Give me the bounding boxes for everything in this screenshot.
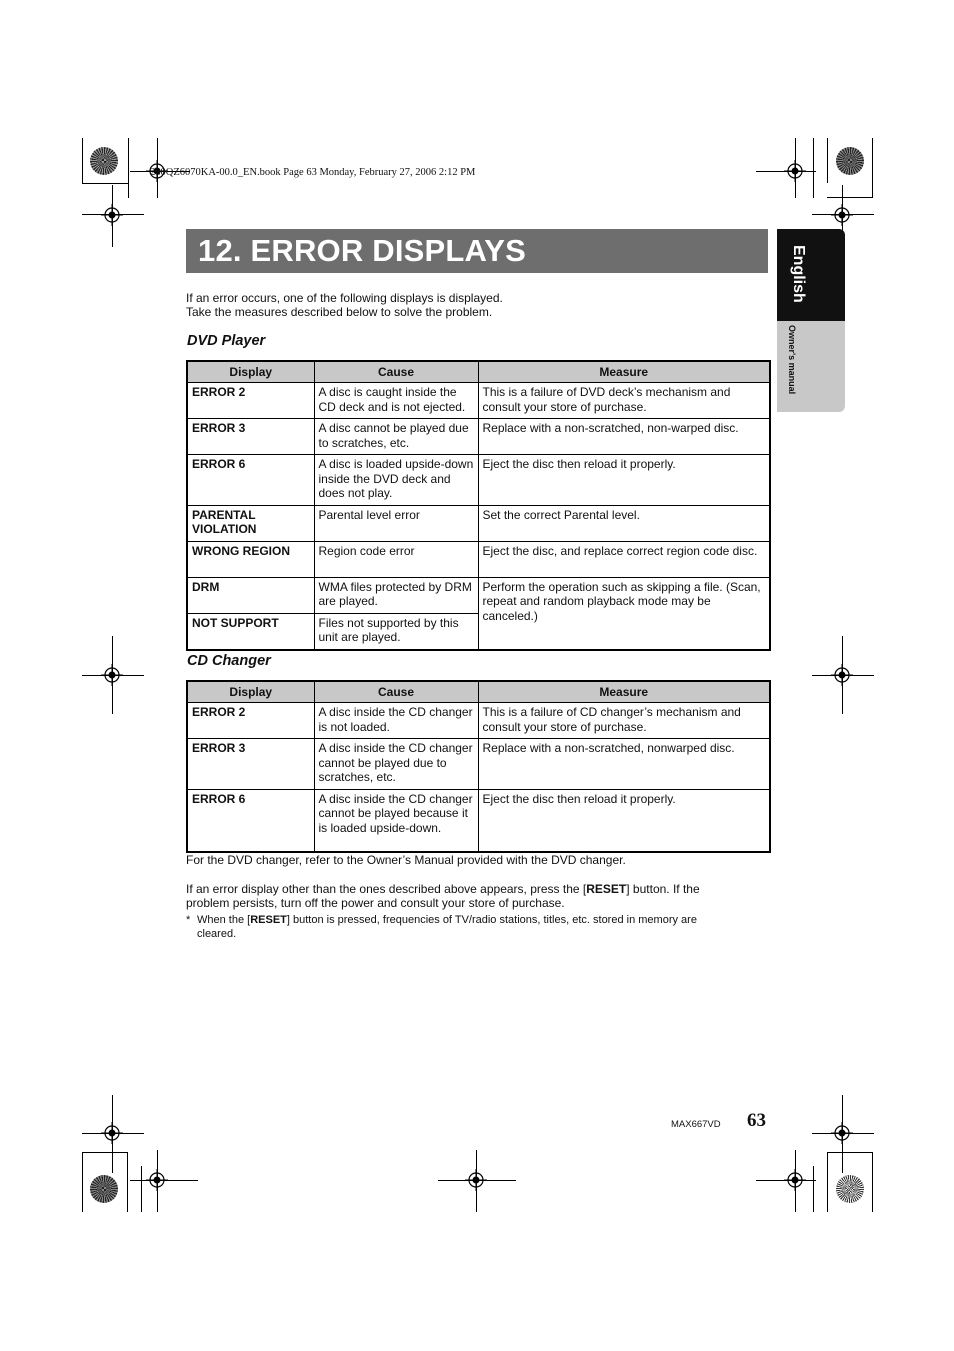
cause-cell: Files not supported by this unit are played.	[314, 613, 478, 650]
registration-target-icon	[101, 664, 123, 686]
intro-line: If an error occurs, one of the following displays is displayed.	[186, 291, 503, 305]
section-title-dvd: DVD Player	[187, 333, 266, 349]
measure-cell: Perform the operation such as skipping a file. (Scan, repeat and random playback mode may be canceled.)	[478, 577, 770, 650]
measure-cell: Replace with a non-scratched, nonwarped disc.	[478, 739, 770, 790]
display-cell: DRM	[187, 577, 314, 613]
table-row	[187, 577, 770, 613]
table-row	[187, 383, 770, 419]
side-tab	[777, 229, 845, 412]
starburst-icon	[90, 147, 118, 175]
registration-target-icon	[831, 664, 853, 686]
measure-cell: Replace with a non-scratched, non-warped disc.	[478, 419, 770, 455]
starburst-icon	[836, 1175, 864, 1203]
cause-cell: A disc is caught inside the CD deck and is not ejected.	[314, 383, 478, 419]
registration-target-icon	[146, 1169, 168, 1191]
column-header: Measure	[478, 361, 770, 383]
changer-note: For the DVD changer, refer to the Owner’s Manual provided with the DVD changer.	[186, 853, 626, 867]
registration-target-icon	[101, 204, 123, 226]
dvd-error-table	[186, 360, 771, 651]
table-header-row	[187, 361, 770, 383]
reset-note-text: ] button. If the	[626, 882, 700, 896]
table-row	[187, 703, 770, 739]
cause-cell: A disc inside the CD changer is not loaded.	[314, 703, 478, 739]
display-cell: ERROR 3	[187, 739, 314, 790]
cause-cell: A disc inside the CD changer cannot be played because it is loaded upside-down.	[314, 789, 478, 852]
page-title: 12. ERROR DISPLAYS	[198, 233, 527, 268]
manual-label: Owner's manual	[787, 325, 797, 395]
cause-cell: WMA files protected by DRM are played.	[314, 577, 478, 613]
section-title-cd: CD Changer	[187, 653, 271, 669]
footnote-text: When the [	[197, 914, 251, 926]
display-cell: ERROR 6	[187, 789, 314, 852]
starburst-icon	[90, 1175, 118, 1203]
registration-target-icon	[784, 160, 806, 182]
measure-cell: Eject the disc then reload it properly.	[478, 455, 770, 506]
page-number: 63	[747, 1110, 766, 1131]
cd-error-table	[186, 680, 771, 853]
registration-target-icon	[831, 1122, 853, 1144]
measure-cell: Set the correct Parental level.	[478, 505, 770, 541]
registration-target-icon	[831, 204, 853, 226]
display-cell: ERROR 6	[187, 455, 314, 506]
table-row	[187, 739, 770, 790]
registration-target-icon	[465, 1169, 487, 1191]
display-cell: ERROR 2	[187, 703, 314, 739]
registration-target-icon	[101, 1122, 123, 1144]
cause-cell: A disc inside the CD changer cannot be played due to scratches, etc.	[314, 739, 478, 790]
reset-note-text: problem persists, turn off the power and consult your store of purchase.	[186, 896, 565, 910]
column-header: Display	[187, 681, 314, 703]
measure-cell: Eject the disc, and replace correct region code disc.	[478, 541, 770, 577]
table-row	[187, 541, 770, 577]
intro-line: Take the measures described below to solve the problem.	[186, 305, 493, 319]
reset-note-text: If an error display other than the ones described above appears, press the [	[186, 882, 587, 896]
display-cell: ERROR 3	[187, 419, 314, 455]
cause-cell: Parental level error	[314, 505, 478, 541]
registration-target-icon	[784, 1169, 806, 1191]
table-header-row	[187, 681, 770, 703]
model-number: MAX667VD	[671, 1119, 721, 1130]
measure-cell: This is a failure of CD changer’s mechanism and consult your store of purchase.	[478, 703, 770, 739]
column-header: Measure	[478, 681, 770, 703]
column-header: Cause	[314, 361, 478, 383]
title-bar	[186, 229, 768, 273]
reset-button-label: RESET	[586, 882, 627, 896]
measure-cell: Eject the disc then reload it properly.	[478, 789, 770, 852]
footnote-text: ] button is pressed, frequencies of TV/radio stations, titles, etc. stored in memory are	[286, 914, 697, 926]
display-cell: NOT SUPPORT	[187, 613, 314, 650]
table-row	[187, 789, 770, 852]
measure-cell: This is a failure of DVD deck’s mechanism and consult your store of purchase.	[478, 383, 770, 419]
display-cell: WRONG REGION	[187, 541, 314, 577]
footnote-mark: *	[186, 914, 191, 926]
table-row	[187, 455, 770, 506]
file-header: 280QZ6070KA-00.0_EN.book Page 63 Monday, February 27, 2006 2:12 PM	[150, 167, 476, 178]
table-row	[187, 419, 770, 455]
starburst-icon	[836, 147, 864, 175]
display-cell: PARENTAL VIOLATION	[187, 505, 314, 541]
column-header: Display	[187, 361, 314, 383]
language-label: English	[790, 245, 807, 303]
footnote-text: cleared.	[197, 928, 237, 940]
column-header: Cause	[314, 681, 478, 703]
cause-cell: A disc cannot be played due to scratches, etc.	[314, 419, 478, 455]
table-row	[187, 505, 770, 541]
display-cell: ERROR 2	[187, 383, 314, 419]
intro-text	[186, 291, 503, 319]
reset-note	[186, 882, 700, 910]
reset-button-label: RESET	[250, 914, 287, 926]
cause-cell: A disc is loaded upside-down inside the DVD deck and does not play.	[314, 455, 478, 506]
cause-cell: Region code error	[314, 541, 478, 577]
